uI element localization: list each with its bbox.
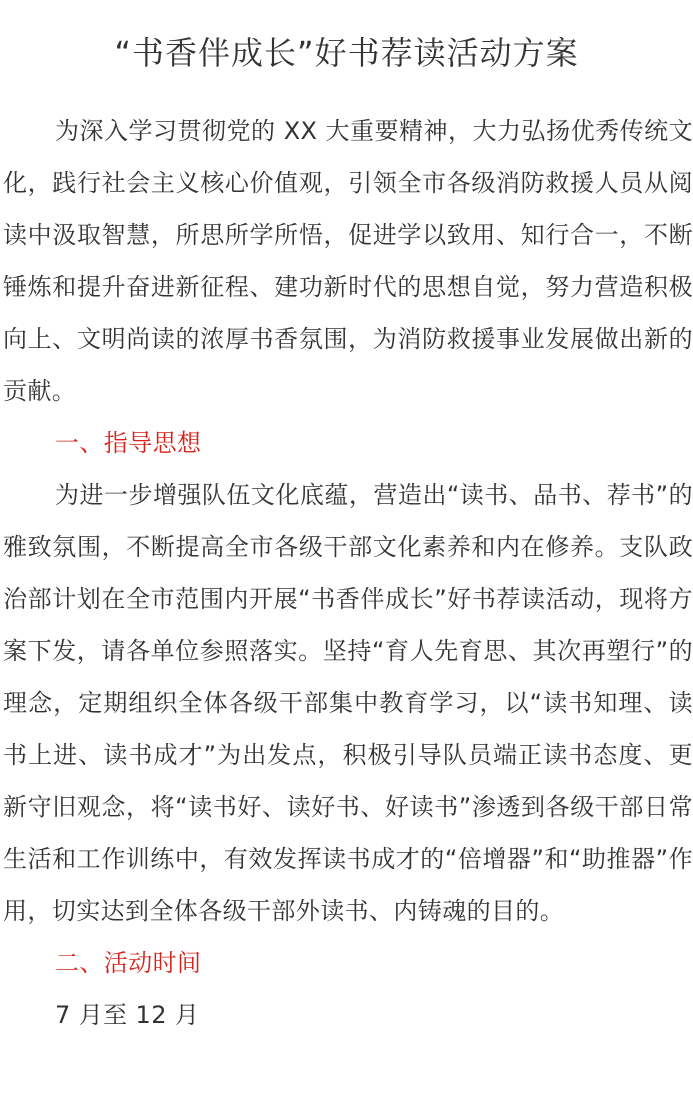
section-body-guiding-thought: 为进一步增强队伍文化底蕴，营造出“读书、品书、荐书”的雅致氛围，不断提高全市各级干部文化素养和内在修养。支队政治部计划在全市范围内开展“书香伴成长”好书荐读活动，现将方案下发，请各单位参照落实。坚持“育人先育思、其次再塑行”的理念，定期组织全体各级干部集中教育学习，以“读书知理、读书上进、读书成才”为出发点，积极引导队员端正读书态度、更新守旧观念，将“读书好、读好书、好读书”渗透到各级干部日常生活和工作训练中，有效发挥读书成才的“倍增器”和“助推器”作用，切实达到全体各级干部外读书、内铸魂的目的。 <box>3 481 693 925</box>
intro-paragraph: 为深入学习贯彻党的 XX 大重要精神，大力弘扬优秀传统文化，践行社会主义核心价值观，引领全市各级消防救援人员从阅读中汲取智慧，所思所学所悟，促进学以致用、知行合一，不断锤炼和提升奋进新征程、建功新时代的思想自觉，努力营造积极向上、文明尚读的浓厚书香氛围，为消防救援事业发展做出新的贡献。 <box>3 117 693 405</box>
section-body-activity-time: 7 月至 12 月 <box>55 1001 200 1029</box>
section-heading-activity-time: 二、活动时间 <box>55 949 202 977</box>
document-title: “书香伴成长”好书荐读活动方案 <box>114 34 579 72</box>
section-heading-guiding-thought: 一、指导思想 <box>55 429 202 457</box>
document-body <box>3 105 693 1041</box>
